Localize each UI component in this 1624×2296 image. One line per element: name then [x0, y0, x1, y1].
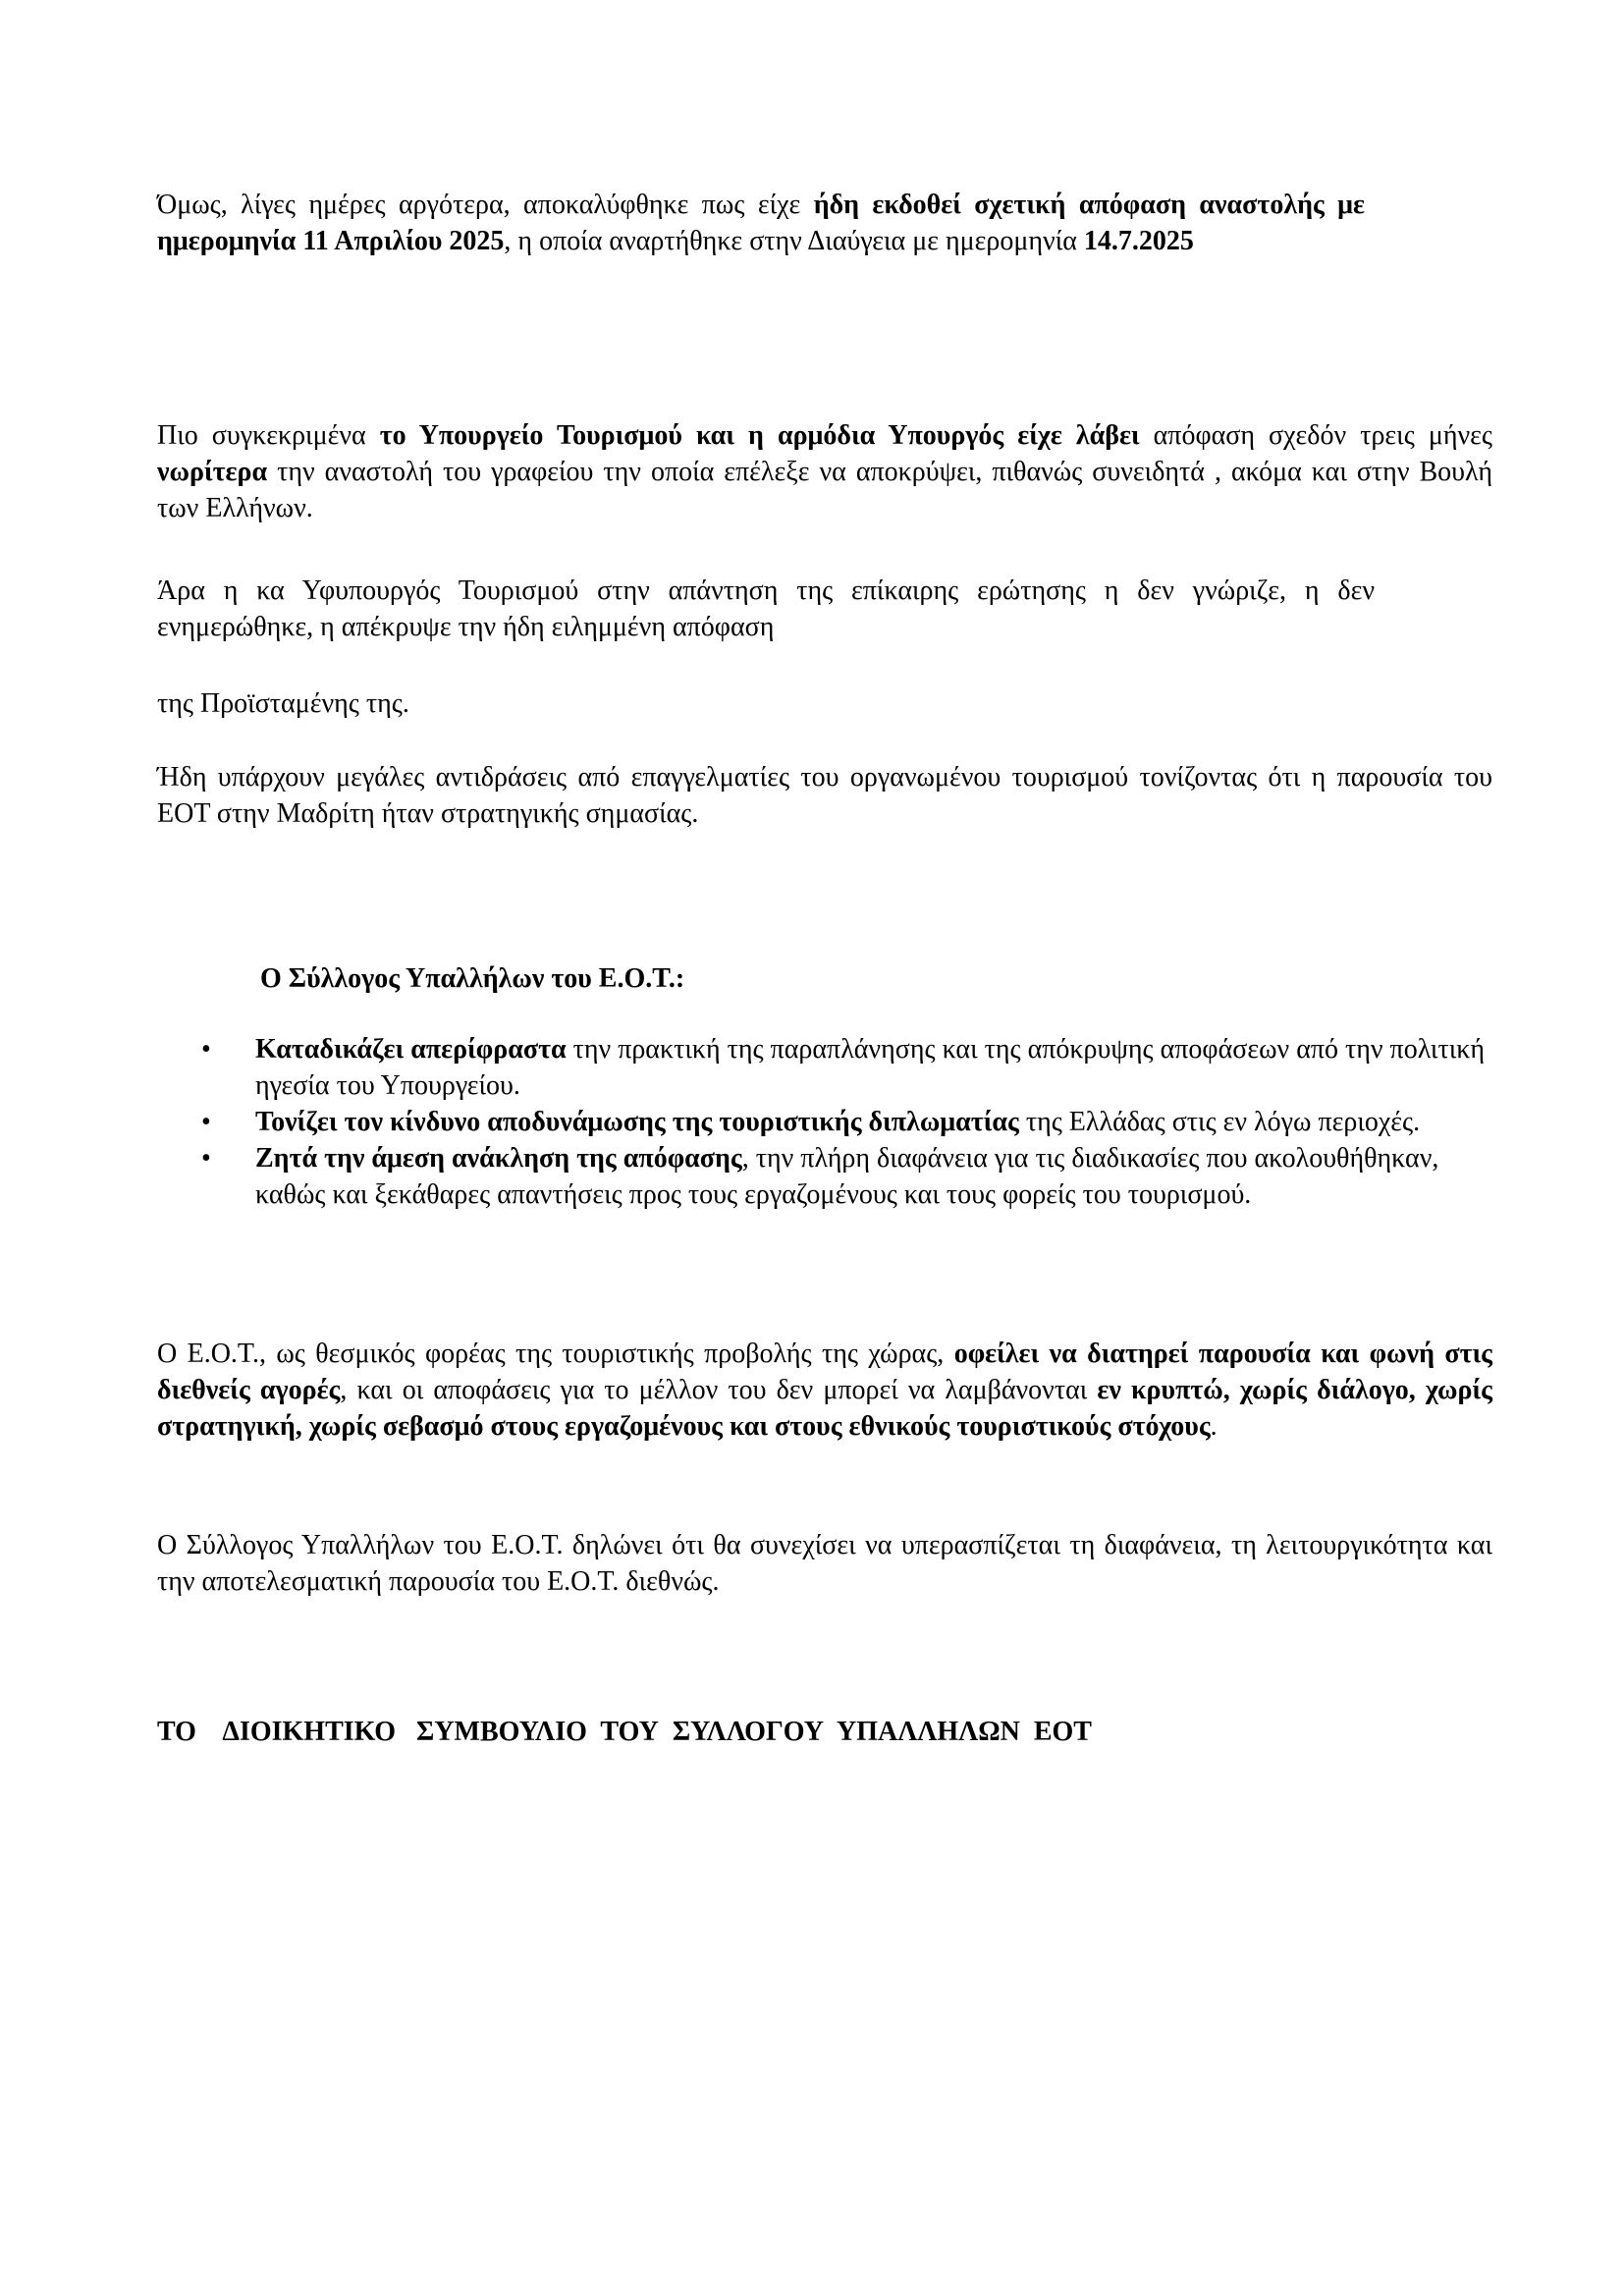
text-span: .: [1210, 1411, 1218, 1442]
section-heading: [260, 960, 1596, 997]
bold-span: Τονίζει τον κίνδυνο αποδυνάμωσης της τουριστικής διπλωματίας: [255, 1107, 1019, 1137]
paragraph-reactions: Ήδη υπάρχουν μεγάλες αντιδράσεις από επαγγελματίες του οργανωμένου τουρισμού τονίζοντας ότι η παρουσία του ΕΟΤ στην Μαδρίτη ήταν στρατηγικής σημασίας.: [157, 762, 1492, 829]
text-span: την πρακτική της παραπλάνησης και της απόκρυψης αποφάσεων από την πολιτική ηγεσία του Υπουργείου.: [255, 1034, 1486, 1101]
bold-span: Καταδικάζει απερίφραστα: [255, 1034, 567, 1065]
text-span: Όμως, λίγες ημέρες αργότερα, αποκαλύφθηκε πως είχε: [157, 190, 814, 220]
text-span: της Ελλάδας στις εν λόγω περιοχές.: [1018, 1107, 1421, 1137]
signature: [157, 1714, 1492, 1750]
text-span: , η οποία αναρτήθηκε στην Διαύγεια με ημερομηνία: [504, 226, 1084, 256]
demands-list: [157, 1031, 1492, 1213]
text-span: , την πλήρη διαφάνεια για τις διαδικασίες που ακολουθήθηκαν, καθώς και ξεκάθαρες απαντήσεις προς τους εργαζομένους και τους φορείς του τουρισμού.: [255, 1143, 1439, 1210]
list-item: [157, 1031, 1492, 1104]
bold-span: οφείλει να διατηρεί παρουσία και φωνή στις διεθνείς αγορές: [157, 1339, 1492, 1405]
paragraph-ministry-decision: [157, 417, 1492, 526]
paragraph-deputy-minister: Άρα η κα Υφυπουργός Τουρισμού στην απάντηση της επίκαιρης ερώτησης η δεν γνώριζε, η δεν ενημερώθηκε, η απέκρυψε την ήδη ειλημμένη απόφαση: [157, 575, 1375, 642]
text-span: Πιο συγκεκριμένα: [157, 420, 380, 451]
heading-text: Ο Σύλλογος Υπαλλήλων του Ε.Ο.Τ.:: [260, 963, 685, 994]
paragraph-supervisor: της Προϊσταμένης της.: [157, 688, 409, 719]
text-span: απόφαση σχεδόν τρεις μήνες: [1139, 420, 1492, 451]
text-span: , και οι αποφάσεις για το μέλλον του δεν μπορεί να λαμβάνονται: [340, 1375, 1098, 1405]
bold-span: νωρίτερα: [157, 457, 268, 487]
paragraph-publication: [157, 187, 1365, 259]
text-span: την αναστολή του γραφείου την οποία επέλεξε να αποκρύψει, πιθανώς συνειδητά , ακόμα και στην Βουλή των Ελλήνων.: [157, 457, 1492, 523]
paragraph-eot-role: [157, 1336, 1492, 1445]
bold-span: ήδη εκδοθεί σχετική απόφαση αναστολής με ημερομηνία 11 Απριλίου 2025: [157, 190, 1366, 256]
signature-text: ΤΟ ΔΙΟΙΚΗΤΙΚΟ ΣΥΜΒΟΥΛΙΟ ΤΟΥ ΣΥΛΛΟΓΟΥ ΥΠΑΛΛΗΛΩΝ ΕΟΤ: [157, 1717, 1092, 1747]
list-item: [157, 1104, 1492, 1140]
bold-span: 14.7.2025: [1083, 226, 1194, 256]
bold-span: Ζητά την άμεση ανάκληση της απόφασης: [255, 1143, 742, 1174]
list-item: [157, 1140, 1492, 1213]
paragraph-declaration: Ο Σύλλογος Υπαλλήλων του Ε.Ο.Τ. δηλώνει ότι θα συνεχίσει να υπερασπίζεται τη διαφάνεια, τη λειτουργικότητα και την αποτελεσματική παρουσία του Ε.Ο.Τ. διεθνώς.: [157, 1530, 1492, 1597]
bold-span: το Υπουργείο Τουρισμού και η αρμόδια Υπουργός είχε λάβει: [379, 420, 1140, 451]
bold-span: εν κρυπτώ, χωρίς διάλογο, χωρίς στρατηγική, χωρίς σεβασμό στους εργαζομένους και στους εθνικούς τουριστικούς στόχους: [157, 1375, 1492, 1442]
text-span: Ο Ε.Ο.Τ., ως θεσμικός φορέας της τουριστικής προβολής της χώρας,: [157, 1339, 954, 1369]
